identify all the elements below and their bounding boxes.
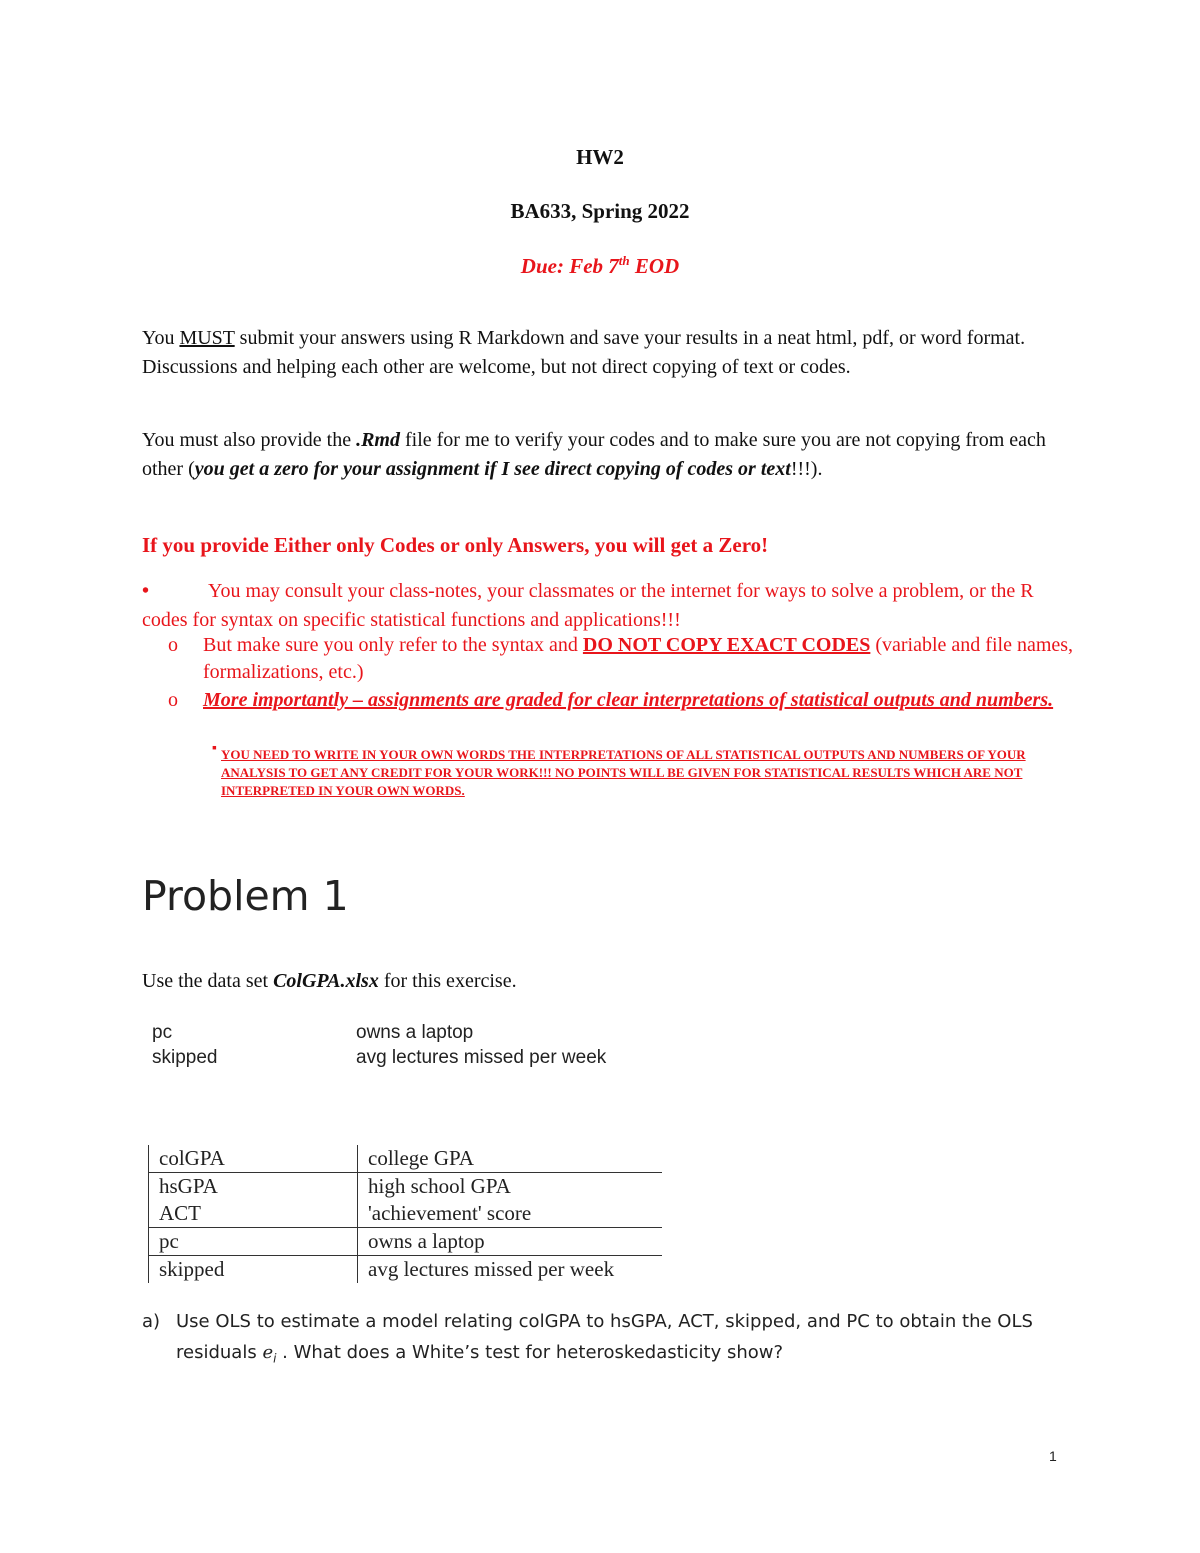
- table-row: [149, 1228, 663, 1256]
- question-label: a): [142, 1311, 161, 1332]
- table-row: [149, 1256, 663, 1284]
- table-row: [149, 1145, 663, 1173]
- table-row: [149, 1173, 663, 1201]
- var-desc: avg lectures missed per week: [356, 1047, 607, 1068]
- bullet-consult: • You may consult your class-notes, your classmates or the internet for ways to solve a problem, or the R codes for syntax on specific statistical functions and applications!!!: [142, 577, 1072, 635]
- table-cell: 'achievement' score: [358, 1200, 663, 1228]
- sub-bullet-interpretations: More importantly – assignments are graded for clear interpretations of statistical outputs and numbers.: [203, 689, 1054, 711]
- var-desc: owns a laptop: [356, 1022, 474, 1043]
- course-line: BA633, Spring 2022: [510, 199, 690, 223]
- table-cell: avg lectures missed per week: [368, 1257, 615, 1281]
- problem-intro: Use the data set ColGPA.xlsx for this exercise.: [142, 970, 517, 992]
- table-cell: owns a laptop: [358, 1228, 663, 1256]
- zero-warning: If you provide Either only Codes or only Answers, you will get a Zero!: [142, 533, 769, 557]
- intro-paragraph-2: You must also provide the .Rmd file for me to verify your codes and to make sure you are not copying from each other (you get a zero for your assignment if I see direct copying of codes or text!!!).: [142, 429, 1046, 480]
- table-cell: high school GPA: [368, 1174, 511, 1198]
- problem-heading: Problem 1: [142, 872, 349, 920]
- question-a: Use OLS to estimate a model relating colGPA to hsGPA, ACT, skipped, and PC to obtain the OLS residuals $e_i$ . What does a White’s test for heteroskedasticity show?: [176, 1311, 1033, 1366]
- sub-bullet-marker-1: o: [168, 634, 178, 656]
- document-title: HW2: [576, 145, 624, 169]
- table-cell: pc: [149, 1228, 358, 1256]
- variable-table: [148, 1145, 662, 1283]
- var-name: pc: [152, 1022, 173, 1043]
- intro-paragraph-1: You MUST submit your answers using R Markdown and save your results in a neat html, pdf, or word format. Discussions and helping each other are welcome, but not direct copying of text or codes.: [142, 327, 1026, 378]
- square-bullet-text: YOU NEED TO WRITE IN YOUR OWN WORDS THE INTERPRETATIONS OF ALL STATISTICAL OUTPUTS AND NUMBERS OF YOUR ANALYSIS TO GET ANY CREDIT FOR YOUR WORK!!! NO POINTS WILL BE GIVEN FOR STATISTICAL RESULTS WHICH ARE NOT INTERPRETED IN YOUR OWN WORDS.: [221, 747, 1026, 798]
- table-cell: college GPA: [358, 1145, 663, 1173]
- bullet-marker: •: [142, 580, 150, 602]
- due-date: Due: Feb 7th EOD: [520, 253, 680, 278]
- page-number: 1: [1049, 1448, 1057, 1464]
- square-bullet-marker: ▪: [212, 741, 217, 756]
- sub-bullet-marker-2: o: [168, 689, 178, 711]
- table-row: [149, 1200, 663, 1228]
- sub-bullet-syntax: But make sure you only refer to the syntax and DO NOT COPY EXACT CODES (variable and file names, formalizations, etc.): [203, 634, 1074, 683]
- table-cell: skipped: [149, 1256, 358, 1284]
- table-cell: hsGPA: [149, 1173, 358, 1201]
- table-cell: colGPA: [149, 1145, 358, 1173]
- var-name: skipped: [152, 1047, 218, 1068]
- table-cell: ACT: [149, 1200, 358, 1228]
